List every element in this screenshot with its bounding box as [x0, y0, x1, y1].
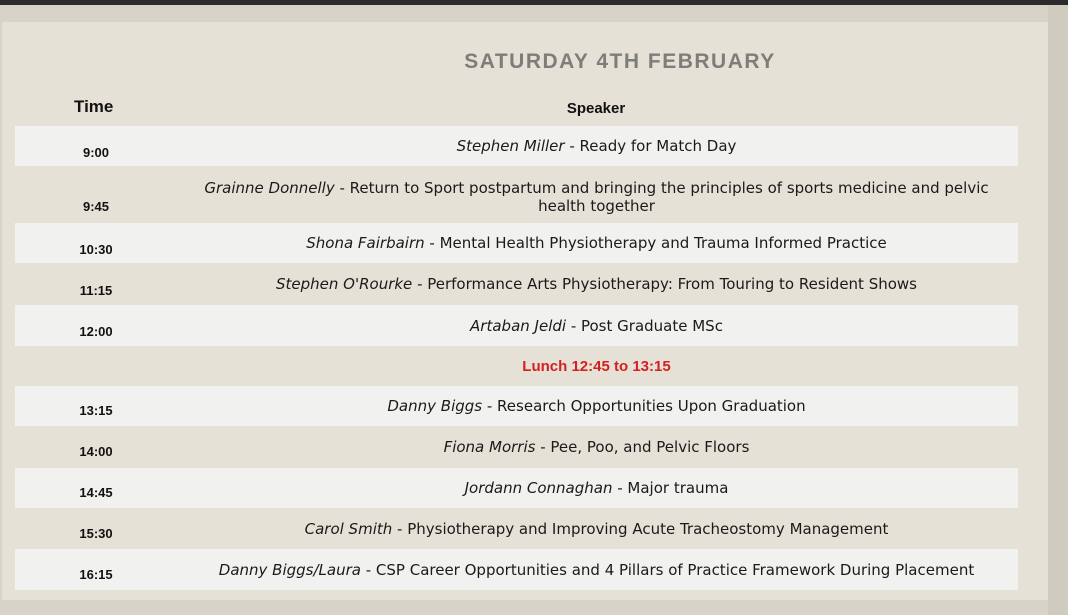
talk-title: - Pee, Poo, and Pelvic Floors [535, 438, 750, 456]
talk-title: - Return to Sport postpartum and bringing the principles of sports medicine and pelvic health together [334, 179, 989, 215]
speaker-name: Shona Fairbairn [306, 234, 425, 252]
speaker-name: Stephen O'Rourke [276, 275, 413, 293]
speaker-name: Artaban Jeldi [470, 316, 567, 335]
page-title: SATURDAY 4TH FEBRUARY [464, 50, 776, 73]
speaker-name: Danny Biggs [387, 397, 483, 415]
talk-title: - Ready for Match Day [564, 137, 737, 155]
row-description [190, 223, 1003, 263]
row-time: 9:00 [82, 145, 110, 160]
row-description [190, 508, 1003, 549]
speaker-name: Jordann Connaghan [464, 479, 613, 497]
talk-title: - Major trauma [612, 479, 729, 497]
row-time: 9:45 [82, 199, 110, 214]
speaker-column-header: Speaker [566, 100, 626, 117]
row-time: 12:00 [79, 324, 113, 339]
row-description [190, 468, 1003, 508]
row-time: 14:45 [79, 485, 113, 500]
schedule-row [15, 549, 1018, 590]
row-description [190, 263, 1003, 305]
schedule-row [15, 263, 1018, 305]
talk-title: - Physiotherapy and Improving Acute Tracheostomy Management [392, 519, 889, 538]
slide-edge [1048, 5, 1068, 615]
row-time: 10:30 [79, 242, 113, 257]
row-description [190, 305, 1003, 346]
speaker-name: Grainne Donnelly [204, 179, 335, 197]
row-description [190, 126, 1003, 166]
schedule-row [15, 166, 1018, 223]
schedule-row [15, 508, 1018, 549]
lunch-row [15, 346, 1018, 386]
schedule-row [15, 426, 1018, 468]
talk-title: - CSP Career Opportunities and 4 Pillars of Practice Framework During Placement [360, 560, 975, 579]
time-column-header: Time [74, 97, 114, 116]
talk-title: - Research Opportunities Upon Graduation [482, 397, 806, 415]
row-description [190, 426, 1003, 468]
schedule-row [15, 223, 1018, 263]
top-bar [0, 0, 1068, 5]
speaker-name: Fiona Morris [443, 438, 536, 456]
talk-title: - Mental Health Physiotherapy and Trauma Informed Practice [424, 234, 887, 252]
schedule-row [15, 305, 1018, 346]
row-description [190, 166, 1003, 223]
row-description [190, 386, 1003, 426]
talk-title: - Post Graduate MSc [566, 316, 723, 335]
row-description [190, 549, 1003, 590]
speaker-name: Carol Smith [304, 519, 393, 538]
row-time: 13:15 [79, 403, 113, 418]
schedule-row [15, 126, 1018, 166]
speaker-name: Danny Biggs/Laura [218, 560, 361, 579]
speaker-name: Stephen Miller [456, 137, 565, 155]
talk-title: - Performance Arts Physiotherapy: From Touring to Resident Shows [412, 275, 917, 293]
row-time: 11:15 [79, 283, 113, 298]
schedule-row [15, 386, 1018, 426]
row-time: 15:30 [79, 526, 113, 541]
row-time: 14:00 [79, 444, 113, 459]
lunch-break: Lunch 12:45 to 13:15 [522, 357, 671, 375]
row-time: 16:15 [79, 567, 113, 582]
schedule-row [15, 468, 1018, 508]
